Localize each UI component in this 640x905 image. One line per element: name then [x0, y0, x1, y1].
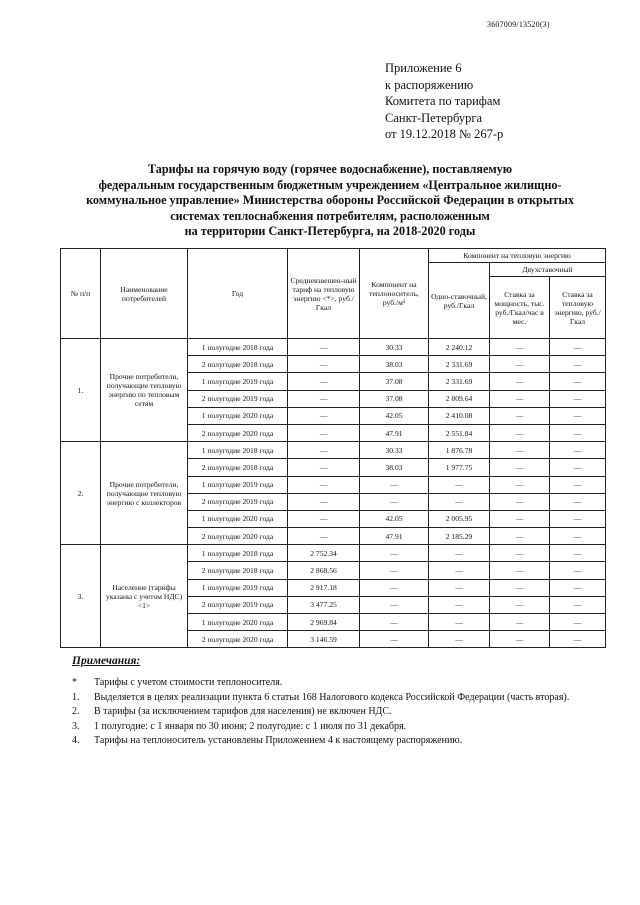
- weighted-cell: —: [288, 339, 360, 356]
- title-line: коммунальное управление» Министерства обороны Российской Федерации в открытых: [86, 193, 574, 207]
- carrier-cell: 38.03: [360, 356, 429, 373]
- weighted-cell: —: [288, 424, 360, 441]
- energy-cell: —: [550, 339, 606, 356]
- carrier-cell: —: [360, 476, 429, 493]
- single-cell: 2 809.64: [429, 390, 490, 407]
- carrier-cell: —: [360, 579, 429, 596]
- carrier-cell: —: [360, 614, 429, 631]
- period-cell: 1 полугодие 2019 года: [188, 579, 288, 596]
- group-number: 2.: [61, 442, 101, 545]
- single-cell: 2 410.08: [429, 407, 490, 424]
- weighted-cell: 2 752.34: [288, 545, 360, 562]
- energy-cell: —: [550, 373, 606, 390]
- tariff-table: [60, 248, 606, 648]
- group-number: 3.: [61, 545, 101, 648]
- period-cell: 2 полугодие 2018 года: [188, 459, 288, 476]
- single-cell: —: [429, 596, 490, 613]
- weighted-cell: 2 868.56: [288, 562, 360, 579]
- consumer-name: Население (тарифы указаны с учетом НДС) <1>: [101, 545, 188, 648]
- energy-cell: —: [550, 614, 606, 631]
- weighted-cell: —: [288, 493, 360, 510]
- period-cell: 2 полугодие 2019 года: [188, 596, 288, 613]
- period-cell: 1 полугодие 2018 года: [188, 545, 288, 562]
- period-cell: 1 полугодие 2020 года: [188, 510, 288, 527]
- period-cell: 1 полугодие 2019 года: [188, 373, 288, 390]
- annex-line: к распоряжению: [385, 77, 474, 92]
- period-cell: 1 полугодие 2018 года: [188, 442, 288, 459]
- carrier-cell: 47.91: [360, 528, 429, 545]
- capacity-cell: —: [490, 562, 550, 579]
- period-cell: 1 полугодие 2020 года: [188, 407, 288, 424]
- single-cell: 2 240.12: [429, 339, 490, 356]
- title-line: Тарифы на горячую воду (горячее водоснабжение), поставляемую: [147, 162, 513, 176]
- capacity-cell: —: [490, 459, 550, 476]
- table-row: [61, 339, 606, 356]
- header-single-rate: Одно-ставочный, руб./Гкал: [429, 263, 490, 339]
- carrier-cell: 30.33: [360, 442, 429, 459]
- title-line: системах теплоснабжения потребителям, расположенным: [170, 208, 490, 223]
- period-cell: 1 полугодие 2019 года: [188, 476, 288, 493]
- carrier-cell: —: [360, 493, 429, 510]
- weighted-cell: —: [288, 459, 360, 476]
- carrier-cell: —: [360, 631, 429, 648]
- weighted-cell: —: [288, 407, 360, 424]
- single-cell: 2 331.69: [429, 356, 490, 373]
- energy-cell: —: [550, 424, 606, 441]
- capacity-cell: —: [490, 356, 550, 373]
- capacity-cell: —: [490, 373, 550, 390]
- document-title: [60, 162, 600, 240]
- header-year: Год: [188, 249, 288, 339]
- header-capacity-rate: Ставка за мощность, тыс. руб./Гкал/час в мес.: [490, 277, 550, 339]
- capacity-cell: —: [490, 510, 550, 527]
- capacity-cell: —: [490, 579, 550, 596]
- energy-cell: —: [550, 459, 606, 476]
- energy-cell: —: [550, 596, 606, 613]
- period-cell: 2 полугодие 2018 года: [188, 356, 288, 373]
- energy-cell: —: [550, 579, 606, 596]
- note-item: [72, 676, 612, 691]
- weighted-cell: —: [288, 356, 360, 373]
- energy-cell: —: [550, 356, 606, 373]
- note-item: [72, 691, 612, 706]
- note-text: 1 полугодие: с 1 января по 30 июня; 2 полугодие: с 1 июля по 31 декабря.: [94, 720, 407, 732]
- capacity-cell: —: [490, 339, 550, 356]
- capacity-cell: —: [490, 407, 550, 424]
- energy-cell: —: [550, 528, 606, 545]
- capacity-cell: —: [490, 528, 550, 545]
- note-mark: *: [72, 677, 77, 688]
- carrier-cell: 30.33: [360, 339, 429, 356]
- annex-line: Санкт-Петербурга: [385, 110, 483, 125]
- single-cell: —: [429, 545, 490, 562]
- weighted-cell: —: [288, 442, 360, 459]
- period-cell: 2 полугодие 2019 года: [188, 493, 288, 510]
- single-cell: 2 331.69: [429, 373, 490, 390]
- single-cell: 1 977.75: [429, 459, 490, 476]
- carrier-cell: 37.08: [360, 373, 429, 390]
- capacity-cell: —: [490, 614, 550, 631]
- single-cell: —: [429, 493, 490, 510]
- single-cell: —: [429, 579, 490, 596]
- consumer-name: Прочие потребители, получающие тепловую энергию с коллекторов: [101, 442, 188, 545]
- energy-cell: —: [550, 545, 606, 562]
- note-mark: 4.: [72, 735, 80, 746]
- energy-cell: —: [550, 631, 606, 648]
- header-energy-rate: Ставка за тепловую энергию, руб./Гкал: [550, 277, 606, 339]
- weighted-cell: —: [288, 528, 360, 545]
- table-body: [61, 339, 606, 648]
- note-text: Тарифы на теплоноситель установлены Приложением 4 к настоящему распоряжению.: [94, 735, 463, 746]
- carrier-cell: 37.08: [360, 390, 429, 407]
- energy-cell: —: [550, 476, 606, 493]
- period-cell: 1 полугодие 2020 года: [188, 614, 288, 631]
- notes-list: [72, 676, 612, 749]
- weighted-cell: 2 969.84: [288, 614, 360, 631]
- energy-cell: —: [550, 562, 606, 579]
- single-cell: —: [429, 631, 490, 648]
- period-cell: 2 полугодие 2020 года: [188, 424, 288, 441]
- single-cell: 2 185.29: [429, 528, 490, 545]
- weighted-cell: 3 477.25: [288, 596, 360, 613]
- note-mark: 1.: [72, 691, 80, 703]
- header-weighted-tariff: Средневзвешен-ный тариф на тепловую энергию <*>, руб./Гкал: [288, 249, 360, 339]
- note-mark: 3.: [72, 720, 80, 732]
- energy-cell: —: [550, 493, 606, 510]
- energy-cell: —: [550, 510, 606, 527]
- energy-cell: —: [550, 442, 606, 459]
- document-number: 3607009/13520(3): [487, 20, 550, 29]
- weighted-cell: 2 917.18: [288, 579, 360, 596]
- table-row: [61, 442, 606, 459]
- carrier-cell: 47.91: [360, 424, 429, 441]
- capacity-cell: —: [490, 390, 550, 407]
- table-row: [61, 545, 606, 562]
- header-carrier-component: Компонент на теплоноситель, руб./м³: [360, 249, 429, 339]
- capacity-cell: —: [490, 424, 550, 441]
- carrier-cell: 42.05: [360, 510, 429, 527]
- annex-line: от 19.12.2018 № 267-р: [385, 127, 504, 141]
- notes-title: Примечания:: [72, 655, 141, 667]
- single-cell: —: [429, 476, 490, 493]
- note-item: [72, 734, 612, 749]
- header-name: Наименование потребителей: [101, 249, 188, 339]
- header-energy-component: Компонент на тепловую энергию: [429, 249, 606, 263]
- note-text: В тарифы (за исключением тарифов для населения) не включен НДС.: [94, 706, 392, 717]
- single-cell: —: [429, 562, 490, 579]
- note-mark: 2.: [72, 706, 80, 717]
- weighted-cell: —: [288, 390, 360, 407]
- single-cell: 2 551.84: [429, 424, 490, 441]
- carrier-cell: 42.05: [360, 407, 429, 424]
- energy-cell: —: [550, 407, 606, 424]
- capacity-cell: —: [490, 545, 550, 562]
- header-two-part: Двухставочный: [490, 263, 606, 277]
- capacity-cell: —: [490, 596, 550, 613]
- carrier-cell: 38.03: [360, 459, 429, 476]
- weighted-cell: —: [288, 510, 360, 527]
- carrier-cell: —: [360, 545, 429, 562]
- energy-cell: —: [550, 390, 606, 407]
- capacity-cell: —: [490, 442, 550, 459]
- title-line: федеральным государственным бюджетным учреждением «Центральное жилищно-: [98, 177, 562, 192]
- weighted-cell: —: [288, 476, 360, 493]
- period-cell: 2 полугодие 2020 года: [188, 528, 288, 545]
- period-cell: 2 полугодие 2019 года: [188, 390, 288, 407]
- weighted-cell: —: [288, 373, 360, 390]
- single-cell: 2 005.95: [429, 510, 490, 527]
- single-cell: —: [429, 614, 490, 631]
- title-line: на территории Санкт-Петербурга, на 2018-2020 годы: [184, 224, 476, 238]
- capacity-cell: —: [490, 493, 550, 510]
- group-number: 1.: [61, 339, 101, 442]
- capacity-cell: —: [490, 476, 550, 493]
- header-num: № п/п: [61, 249, 101, 339]
- weighted-cell: 3 146.59: [288, 631, 360, 648]
- note-item: [72, 720, 612, 735]
- annex-line: Комитета по тарифам: [385, 94, 501, 108]
- note-item: [72, 705, 612, 720]
- carrier-cell: —: [360, 562, 429, 579]
- consumer-name: Прочие потребители, получающие тепловую энергию по тепловым сетям: [101, 339, 188, 442]
- capacity-cell: —: [490, 631, 550, 648]
- annex-line: Приложение 6: [385, 61, 462, 75]
- period-cell: 2 полугодие 2020 года: [188, 631, 288, 648]
- carrier-cell: —: [360, 596, 429, 613]
- single-cell: 1 876.78: [429, 442, 490, 459]
- period-cell: 1 полугодие 2018 года: [188, 339, 288, 356]
- note-text: Тарифы с учетом стоимости теплоносителя.: [94, 677, 283, 688]
- note-text: Выделяется в целях реализации пункта 6 статьи 168 Налогового кодекса Российской Федерации (часть вторая).: [94, 691, 570, 703]
- annex-block: [385, 60, 503, 143]
- period-cell: 2 полугодие 2018 года: [188, 562, 288, 579]
